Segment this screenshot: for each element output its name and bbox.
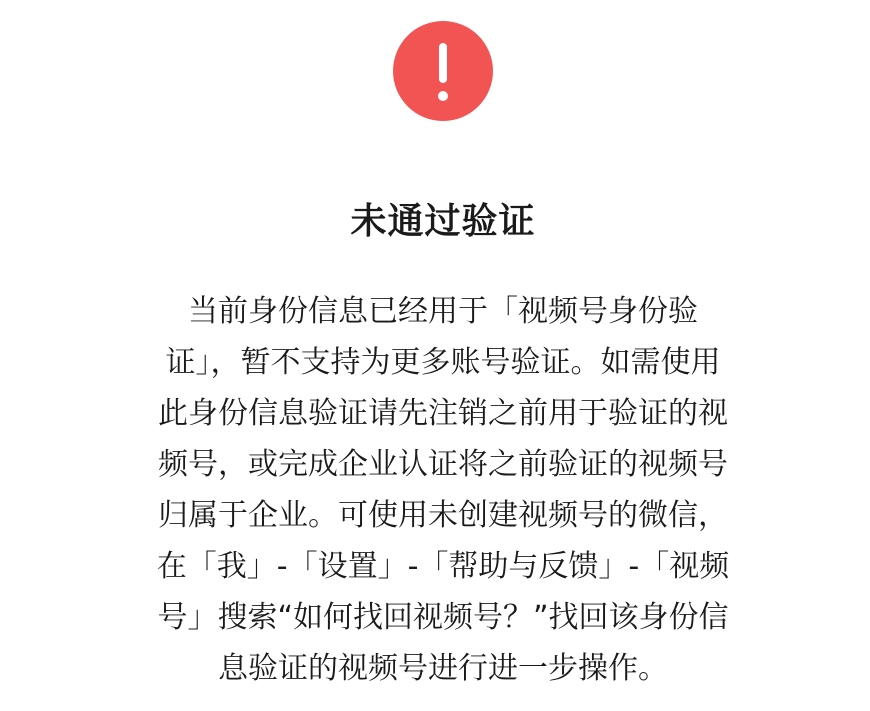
message-line: 息验证的视频号进行进一步操作。 bbox=[218, 651, 668, 686]
message-line: 频号，或完成企业认证将之前验证的视频号 bbox=[158, 447, 728, 482]
message-line: 号」搜索“如何找回视频号？”找回该身份信 bbox=[157, 600, 729, 635]
exclamation-icon bbox=[393, 21, 493, 121]
message-line: 此身份信息验证请先注销之前用于验证的视 bbox=[158, 396, 728, 431]
dialog-title: 未通过验证 bbox=[350, 201, 536, 242]
message-line: 当前身份信息已经用于「视频号身份验 bbox=[188, 294, 698, 329]
message-line: 证」，暂不支持为更多账号验证。如需使用 bbox=[165, 345, 721, 380]
dialog-message bbox=[130, 286, 756, 694]
message-line: 归属于企业。可使用未创建视频号的微信， bbox=[158, 498, 728, 533]
exclamation-icon-graphic bbox=[393, 21, 493, 121]
message-line: 在「我」-「设置」-「帮助与反馈」-「视频 bbox=[156, 549, 730, 584]
